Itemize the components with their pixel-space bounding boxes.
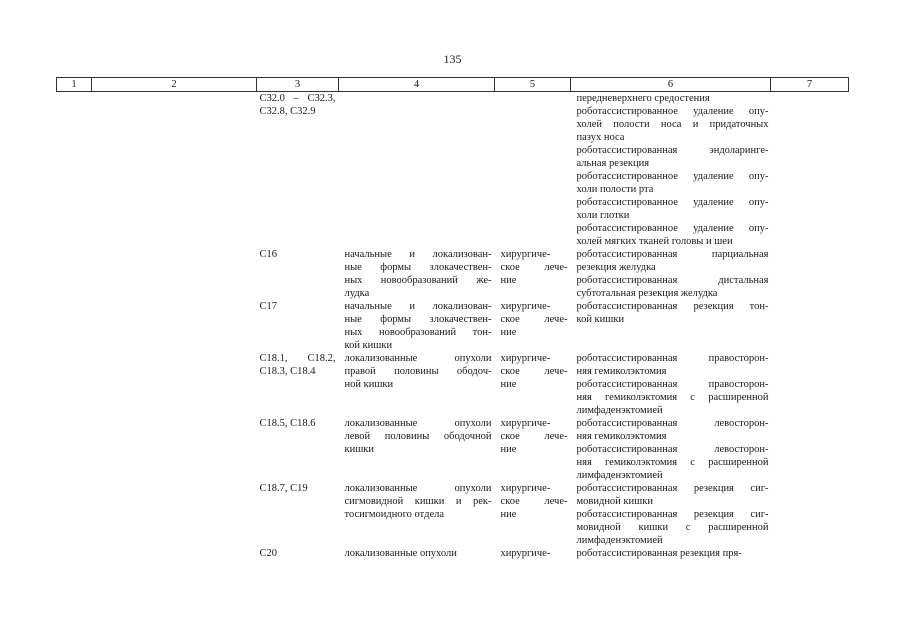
- icd-code-line: C32.8, C32.9: [259, 106, 316, 117]
- treatment-method: [577, 443, 769, 482]
- cell-treatment-methods: [571, 248, 771, 300]
- treatment-method: [577, 417, 769, 443]
- column-number-5: 5: [495, 78, 571, 92]
- cell-treatment-type: [495, 547, 571, 560]
- treatment-method: [577, 170, 769, 196]
- cell-icd-codes: [257, 352, 339, 417]
- cell-col7: [771, 547, 849, 560]
- column-number-row: [57, 78, 849, 92]
- icd-code-line: C32.0 – C32.3,: [259, 93, 336, 104]
- treatment-method-line: роботассистированное удаление опу-: [576, 197, 769, 208]
- diagnosis-line: тосигмоидного отдела: [344, 509, 445, 520]
- cell-col2: [92, 547, 257, 560]
- treatment-method-line: субтотальная резекция желудка: [576, 288, 718, 299]
- treatment-method: [577, 144, 769, 170]
- cell-icd-codes: [257, 92, 339, 249]
- cell-treatment-type: [495, 482, 571, 547]
- diagnosis-line: начальные и локализован-: [344, 301, 492, 312]
- treatment-method-line: роботассистированная резекция пря-: [576, 548, 742, 559]
- document-table: [56, 77, 849, 560]
- diagnosis-line: лудка: [344, 288, 370, 299]
- treatment-method-line: лимфаденэктомией: [576, 535, 663, 546]
- icd-code-line: C17: [259, 301, 278, 312]
- treatment-line: хирургиче-: [500, 301, 551, 312]
- treatment-method-line: роботассистированная резекция тон-: [576, 301, 769, 312]
- treatment-method-line: роботассистированная парциальная: [576, 249, 769, 260]
- treatment-method-line: роботассистированная левосторон-: [576, 418, 769, 429]
- treatment-method-line: роботассистированная правосторон-: [576, 353, 769, 364]
- icd-code-line: C18.1, C18.2,: [259, 353, 336, 364]
- treatment-method-line: роботассистированное удаление опу-: [576, 223, 769, 234]
- treatment-line: хирургиче-: [500, 483, 551, 494]
- treatment-line: ское лече-: [500, 262, 568, 273]
- treatment-method-line: роботассистированное удаление опу-: [576, 106, 769, 117]
- column-number-2: 2: [92, 78, 257, 92]
- cell-icd-codes: [257, 482, 339, 547]
- treatment-method-line: роботассистированная резекция сиг-: [576, 483, 769, 494]
- cell-icd-codes: [257, 300, 339, 352]
- cell-col1: [57, 417, 92, 482]
- cell-col1: [57, 352, 92, 417]
- cell-col7: [771, 482, 849, 547]
- treatment-method: [577, 300, 769, 326]
- treatment-method: [577, 92, 769, 105]
- column-number-3: 3: [257, 78, 339, 92]
- cell-col2: [92, 417, 257, 482]
- treatment-method-line: лимфаденэктомией: [576, 405, 663, 416]
- cell-col7: [771, 417, 849, 482]
- treatment-method-line: резекция желудка: [576, 262, 656, 273]
- cell-treatment-methods: [571, 482, 771, 547]
- treatment-line: ние: [500, 509, 517, 520]
- cell-col1: [57, 248, 92, 300]
- cell-icd-codes: [257, 248, 339, 300]
- icd-code-line: C20: [259, 548, 278, 559]
- table-body: [57, 92, 849, 561]
- cell-treatment-type: [495, 92, 571, 249]
- cell-diagnosis: [339, 417, 495, 482]
- diagnosis-line: ных новообразований же-: [344, 275, 492, 286]
- treatment-line: хирургиче-: [500, 353, 551, 364]
- treatment-method-line: холи полости рта: [576, 184, 654, 195]
- cell-treatment-methods: [571, 547, 771, 560]
- treatment-method-line: роботассистированная дистальная: [576, 275, 769, 286]
- diagnosis-line: кой кишки: [344, 340, 393, 351]
- cell-col1: [57, 547, 92, 560]
- cell-icd-codes: [257, 417, 339, 482]
- treatment-method-line: холей полости носа и придаточных: [576, 119, 769, 130]
- cell-treatment-methods: [571, 417, 771, 482]
- cell-col1: [57, 92, 92, 249]
- treatment-method-line: няя гемиколэктомия: [576, 366, 667, 377]
- treatment-method-line: роботассистированная резекция сиг-: [576, 509, 769, 520]
- diagnosis-line: ных новообразований тон-: [344, 327, 492, 338]
- cell-treatment-type: [495, 352, 571, 417]
- treatment-method-line: роботассистированная правосторон-: [576, 379, 769, 390]
- treatment-line: ние: [500, 327, 517, 338]
- diagnosis-line: кишки: [344, 444, 375, 455]
- cell-col7: [771, 248, 849, 300]
- treatment-method: [577, 508, 769, 547]
- cell-col7: [771, 352, 849, 417]
- cell-col2: [92, 482, 257, 547]
- treatment-method: [577, 196, 769, 222]
- cell-icd-codes: [257, 547, 339, 560]
- cell-treatment-type: [495, 300, 571, 352]
- icd-code-line: C18.7, C19: [259, 483, 308, 494]
- treatment-method-line: холей мягких тканей головы и шеи: [576, 236, 733, 247]
- diagnosis-line: локализованные опухоли: [344, 418, 492, 429]
- treatment-line: хирургиче-: [500, 548, 551, 559]
- cell-col7: [771, 300, 849, 352]
- icd-code-line: C18.3, C18.4: [259, 366, 316, 377]
- cell-col2: [92, 248, 257, 300]
- treatment-method-line: мовидной кишки: [576, 496, 653, 507]
- cell-treatment-type: [495, 417, 571, 482]
- cell-diagnosis: [339, 248, 495, 300]
- cell-treatment-methods: [571, 352, 771, 417]
- treatment-line: хирургиче-: [500, 418, 551, 429]
- treatment-line: ское лече-: [500, 496, 568, 507]
- treatment-method-line: роботассистированная левосторон-: [576, 444, 769, 455]
- table-row: [57, 482, 849, 547]
- column-number-7: 7: [771, 78, 849, 92]
- treatment-method-line: няя гемиколэктомия: [576, 431, 667, 442]
- treatment-method: [577, 274, 769, 300]
- table-row: [57, 417, 849, 482]
- icd-code-line: C18.5, C18.6: [259, 418, 316, 429]
- treatment-method-line: няя гемиколэктомия с расширенной: [576, 457, 769, 468]
- diagnosis-line: ные формы злокачествен-: [344, 262, 492, 273]
- cell-diagnosis: [339, 547, 495, 560]
- cell-diagnosis: [339, 482, 495, 547]
- cell-treatment-methods: [571, 92, 771, 249]
- treatment-method: [577, 222, 769, 248]
- table-row: [57, 248, 849, 300]
- treatment-method-line: няя гемиколэктомия с расширенной: [576, 392, 769, 403]
- cell-col1: [57, 300, 92, 352]
- treatment-method: [577, 248, 769, 274]
- diagnosis-line: левой половины ободочной: [344, 431, 492, 442]
- treatment-line: ние: [500, 275, 517, 286]
- treatment-method: [577, 378, 769, 417]
- treatment-method-line: лимфаденэктомией: [576, 470, 663, 481]
- diagnosis-line: сигмовидной кишки и рек-: [344, 496, 492, 507]
- cell-col1: [57, 482, 92, 547]
- cell-diagnosis: [339, 352, 495, 417]
- treatment-line: ское лече-: [500, 314, 568, 325]
- treatment-method-line: кой кишки: [576, 314, 625, 325]
- treatment-line: ское лече-: [500, 366, 568, 377]
- table-row: [57, 352, 849, 417]
- cell-col7: [771, 92, 849, 249]
- treatment-line: ние: [500, 444, 517, 455]
- treatment-method-line: роботассистированное удаление опу-: [576, 171, 769, 182]
- diagnosis-line: правой половины ободоч-: [344, 366, 492, 377]
- treatment-method: [577, 352, 769, 378]
- treatment-line: ское лече-: [500, 431, 568, 442]
- cell-diagnosis: [339, 92, 495, 249]
- cell-treatment-methods: [571, 300, 771, 352]
- table-row: [57, 92, 849, 249]
- table-row: [57, 300, 849, 352]
- treatment-method: [577, 547, 769, 560]
- treatment-method: [577, 105, 769, 144]
- cell-col2: [92, 352, 257, 417]
- diagnosis-line: ной кишки: [344, 379, 394, 390]
- diagnosis-line: начальные и локализован-: [344, 249, 492, 260]
- cell-col2: [92, 300, 257, 352]
- page-number: 135: [443, 52, 462, 66]
- column-number-6: 6: [571, 78, 771, 92]
- treatment-method-line: роботассистированная эндоларинге-: [576, 145, 769, 156]
- diagnosis-line: локализованные опухоли: [344, 483, 492, 494]
- treatment-method-line: пазух носа: [576, 132, 625, 143]
- diagnosis-line: ные формы злокачествен-: [344, 314, 492, 325]
- column-number-4: 4: [339, 78, 495, 92]
- diagnosis-line: локализованные опухоли: [344, 548, 457, 559]
- treatment-method-line: мовидной кишки с расширенной: [576, 522, 769, 533]
- column-number-1: 1: [57, 78, 92, 92]
- treatment-method-line: альная резекция: [576, 158, 650, 169]
- treatment-method-line: передневерхнего средостения: [576, 93, 710, 104]
- diagnosis-line: локализованные опухоли: [344, 353, 492, 364]
- treatment-line: ние: [500, 379, 517, 390]
- treatment-method: [577, 482, 769, 508]
- treatment-method-line: холи глотки: [576, 210, 630, 221]
- treatment-line: хирургиче-: [500, 249, 551, 260]
- cell-treatment-type: [495, 248, 571, 300]
- cell-col2: [92, 92, 257, 249]
- icd-code-line: C16: [259, 249, 278, 260]
- table-row: [57, 547, 849, 560]
- cell-diagnosis: [339, 300, 495, 352]
